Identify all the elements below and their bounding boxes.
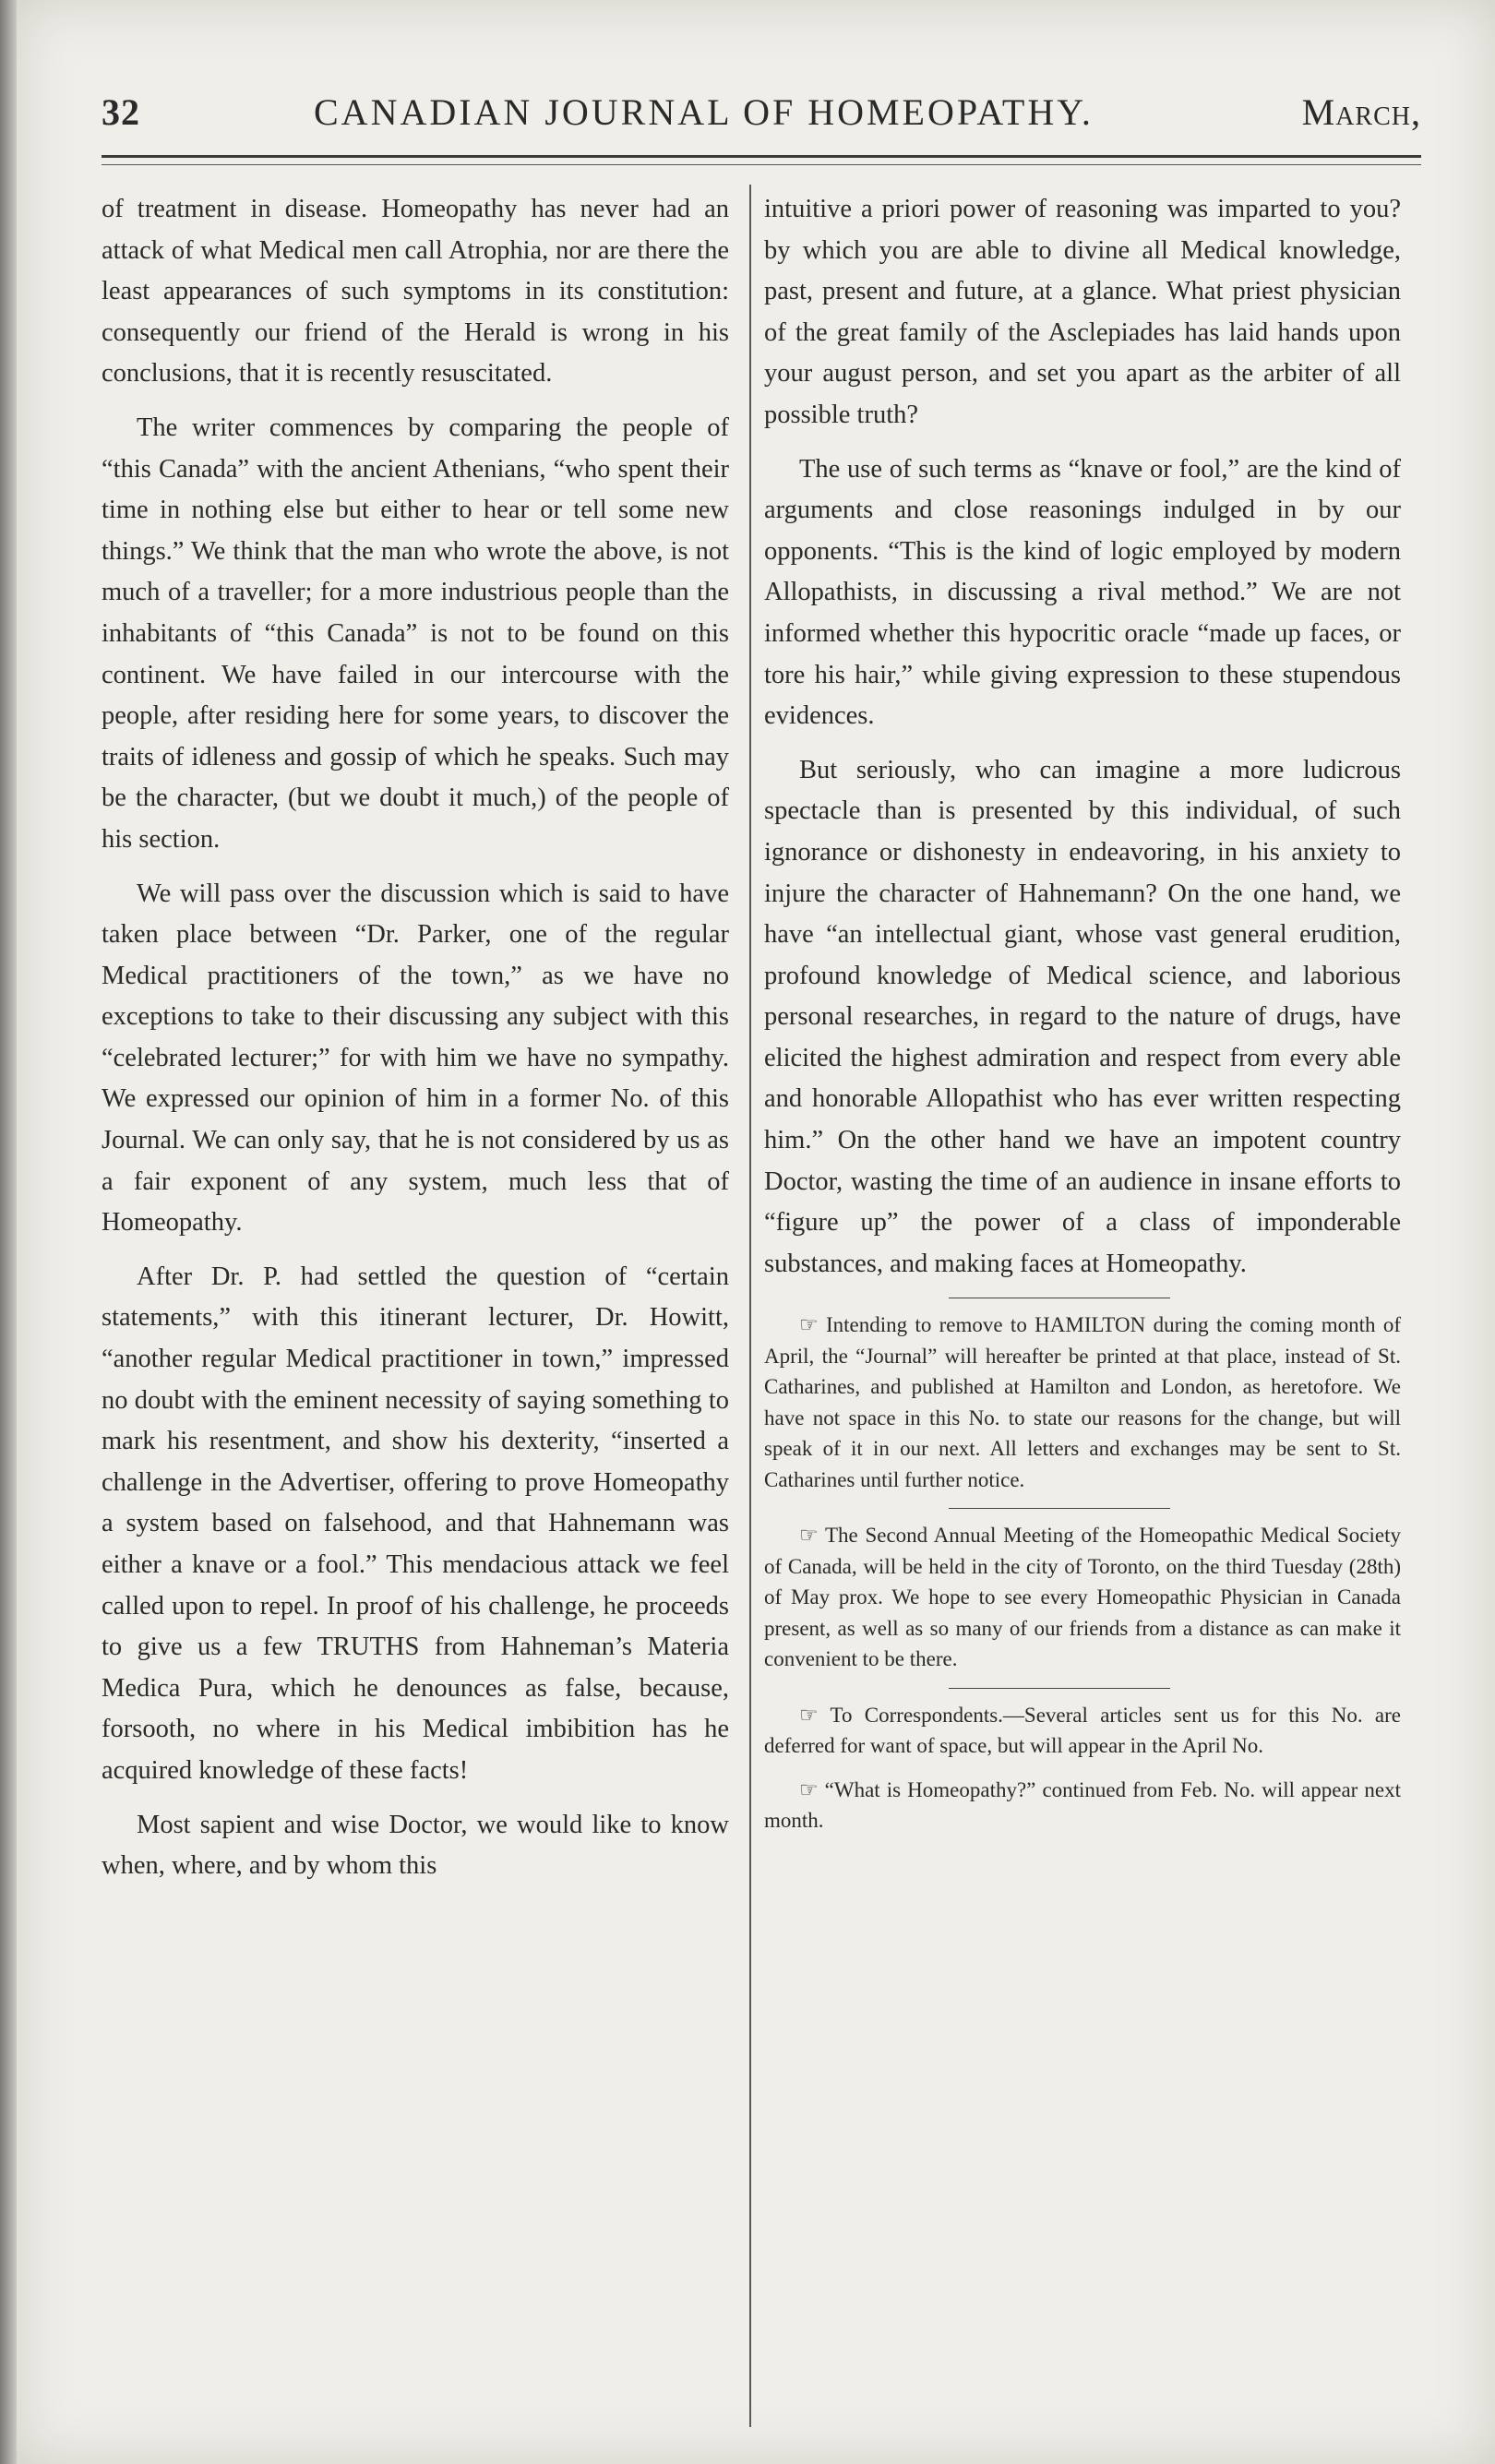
page-number: 32 xyxy=(102,91,140,133)
page-edge xyxy=(0,0,17,2464)
running-header xyxy=(102,90,1421,146)
notice-rule xyxy=(949,1508,1170,1509)
notices xyxy=(764,1310,1401,1836)
notice-rule xyxy=(949,1688,1170,1689)
paragraph: of treatment in disease. Homeopathy has never had an attack of what Medical men call Atrophia, nor are there the least appearances of such symptoms in its constitution: consequently our friend of the Herald is wrong in his conclusions, that it is recently resuscitated. xyxy=(102,195,729,389)
journal-title: CANADIAN JOURNAL OF HOMEOPATHY. xyxy=(314,91,1094,133)
paragraph: intuitive a priori power of reasoning was imparted to you? by which you are able to divine all Medical knowledge, past, present and future, at a glance. What priest physician of the great family of the Asclepiades has laid hands upon your august person, and set you apart as the arbiter of all possible truth? xyxy=(764,195,1401,429)
notice-what-is-homeopathy: ☞ “What is Homeopathy?” continued from Feb. No. will appear next month. xyxy=(764,1777,1401,1833)
paragraph: The writer commences by comparing the people of “this Canada” with the ancient Athenians, “who spent their time in nothing else but either to hear or tell some new things.” We think that the man who wrote the above, is not much of a traveller; for a more industrious people than the inhabitants of “this Canada” is not to be found on this continent. We have failed in our intercourse with the people, after residing here for some years, to discover the traits of idleness and gossip of which he speaks. Such may be the character, (but we doubt it much,) of the people of his section. xyxy=(102,413,729,854)
notice-annual-meeting: ☞ The Second Annual Meeting of the Homeopathic Medical Society of Canada, will be held in the city of Toronto, on the third Tuesday (28th) of May prox. We hope to see every Homeopathic Physician in Canada present, as well as so many of our friends from a distance as can make it convenient to be there. xyxy=(764,1524,1401,1671)
paragraph: After Dr. P. had settled the question of “certain statements,” with this itinerant lecturer, Dr. Howitt, “another regular Medical practitioner in town,” impressed no doubt with the eminent necessity of saying something to mark his resentment, and show his dexterity, “inserted a challenge in the Advertiser, offering to prove Homeopathy a system based on falsehood, and that Hahnemann was either a knave or a fool.” This mendacious attack we feel called upon to repel. In proof of his challenge, he proceeds to give us a few TRUTHS from Hahneman’s Materia Medica Pura, which he denounces as false, because, forsooth, no where in his Medical imbibition has he acquired knowledge of these facts! xyxy=(102,1262,729,1785)
header-month: March, xyxy=(1301,91,1421,133)
paragraph: But seriously, who can imagine a more ludicrous spectacle than is presented by this individual, of such ignorance or dishonesty in endeavoring, in his anxiety to injure the character of Hahnemann? On the one hand, we have “an intellectual giant, whose vast general erudition, profound knowledge of Medical science, and laborious personal researches, in regard to the nature of drugs, have elicited the highest admiration and respect from every able and honorable Allopathist who has ever written respecting him.” On the other hand we have an impotent country Doctor, wasting the time of an audience in insane efforts to “figure up” the power of a class of imponderable substances, and making faces at Homeopathy. xyxy=(764,755,1401,1278)
left-column xyxy=(102,189,729,1900)
notice-correspondents: ☞ To Correspondents.—Several articles sent us for this No. are deferred for want of space, but will appear in the April No. xyxy=(764,1703,1401,1758)
right-column xyxy=(764,189,1401,1849)
paragraph: We will pass over the discussion which is said to have taken place between “Dr. Parker, one of the regular Medical practitioners of the town,” as we have no exceptions to take to their discussing any subject with this “celebrated lecturer;” for with him we have no sympathy. We expressed our opinion of him in a former No. of this Journal. We can only say, that he is not considered by us as a fair exponent of any system, much less that of Homeopathy. xyxy=(102,879,729,1238)
header-rule-thin xyxy=(102,164,1421,165)
header-rule xyxy=(102,155,1421,158)
article-continuation xyxy=(764,189,1401,1285)
column-divider xyxy=(749,185,751,2427)
paragraph: The use of such terms as “knave or fool,” are the kind of arguments and close reasonings indulged in by our opponents. “This is the kind of logic employed by modern Allopathists, in discussing a rival method.” We are not informed whether this hypocritic oracle “made up faces, or tore his hair,” while giving expression to these stupendous evidences. xyxy=(764,454,1401,731)
notice-hamilton: ☞ Intending to remove to HAMILTON during the coming month of April, the “Journal” will hereafter be printed at that place, instead of St. Catharines, and published at Hamilton and London, as heretofore. We have not space in this No. to state our reasons for the change, but will speak of it in our next. All letters and exchanges may be sent to St. Catharines until further notice. xyxy=(764,1313,1401,1491)
paragraph: Most sapient and wise Doctor, we would like to know when, where, and by whom this xyxy=(102,1810,729,1881)
